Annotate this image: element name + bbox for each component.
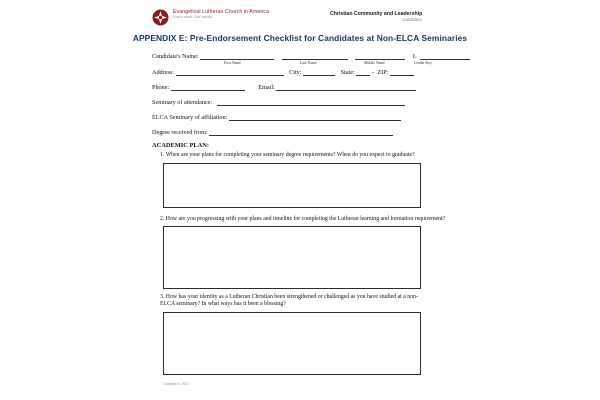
department-name: Christian Community and Leadership [330, 11, 423, 17]
leader-key-caption: Leader Key [414, 61, 432, 65]
state-label: State: [340, 69, 355, 76]
question-3-text: 3. How has your identity as a Lutheran Christian been strengthened or challenged as you have studied at a non-ELCA seminary? In what ways has it been a blessing? [160, 294, 418, 308]
elca-affiliation-label: ELCA Seminary of affiliation: [152, 114, 228, 121]
phone-row [152, 83, 452, 93]
department-subname: Candidacy [402, 17, 423, 23]
address-row [152, 68, 452, 78]
seminary-attendance-input[interactable] [217, 98, 405, 106]
page-title: APPENDIX E: Pre-Endorsement Checklist for Candidates at Non-ELCA Seminaries [132, 33, 468, 43]
state-input[interactable] [356, 68, 370, 76]
section-heading: ACADEMIC PLAN: [152, 142, 209, 149]
elca-affiliation-row [152, 113, 452, 123]
seminary-attendance-label: Seminary of attendance: [152, 99, 213, 106]
answer-box-1[interactable] [163, 163, 421, 208]
city-input[interactable] [303, 68, 335, 76]
degree-row [152, 128, 452, 138]
seminary-attendance-row [152, 98, 452, 108]
elca-cross-logo-icon [152, 9, 169, 26]
phone-label: Phone: [152, 84, 170, 91]
header-right-block [330, 11, 422, 22]
elca-affiliation-input[interactable] [229, 113, 401, 121]
degree-label: Degree received from: [152, 129, 208, 136]
candidate-name-label: Candidate's Name: [152, 53, 199, 60]
middle-name-caption: Middle Name [364, 61, 385, 65]
leader-key-label: L [412, 53, 417, 60]
address-label: Address: [152, 69, 174, 76]
question-2-text: 2. How are you progressing with your plans and timeline for completing the Lutheran learning and formation requirement? [160, 216, 446, 222]
city-label: City: [289, 69, 302, 76]
organization-tagline: God's work. Our hands. [173, 15, 213, 20]
page-footer: Candidacy 2021 [163, 381, 190, 386]
first-name-input[interactable] [200, 52, 274, 60]
email-input[interactable] [276, 83, 416, 91]
email-label: Email: [258, 84, 275, 91]
candidate-name-row [152, 52, 452, 65]
zip-input[interactable] [390, 68, 414, 76]
degree-input[interactable] [209, 128, 393, 136]
phone-input[interactable] [171, 83, 245, 91]
question-1-text: 1. When are your plans for completing your seminary degree requirements? When do you expect to graduate? [160, 152, 415, 158]
last-name-caption: Last Name [300, 61, 317, 65]
first-name-caption: First Name [224, 61, 241, 65]
last-name-input[interactable] [282, 52, 348, 60]
document-header [152, 9, 472, 26]
organization-name: Evangelical Lutheran Church in America [173, 9, 270, 15]
zip-label: ZIP: [377, 69, 389, 76]
middle-name-input[interactable] [355, 52, 405, 60]
form-fields [152, 52, 452, 141]
answer-box-2[interactable] [163, 226, 421, 289]
leader-key-input[interactable] [420, 52, 470, 60]
organization-block [173, 9, 269, 20]
answer-box-3[interactable] [163, 312, 421, 375]
zip-dash: - [371, 69, 374, 76]
address-input[interactable] [176, 68, 284, 76]
